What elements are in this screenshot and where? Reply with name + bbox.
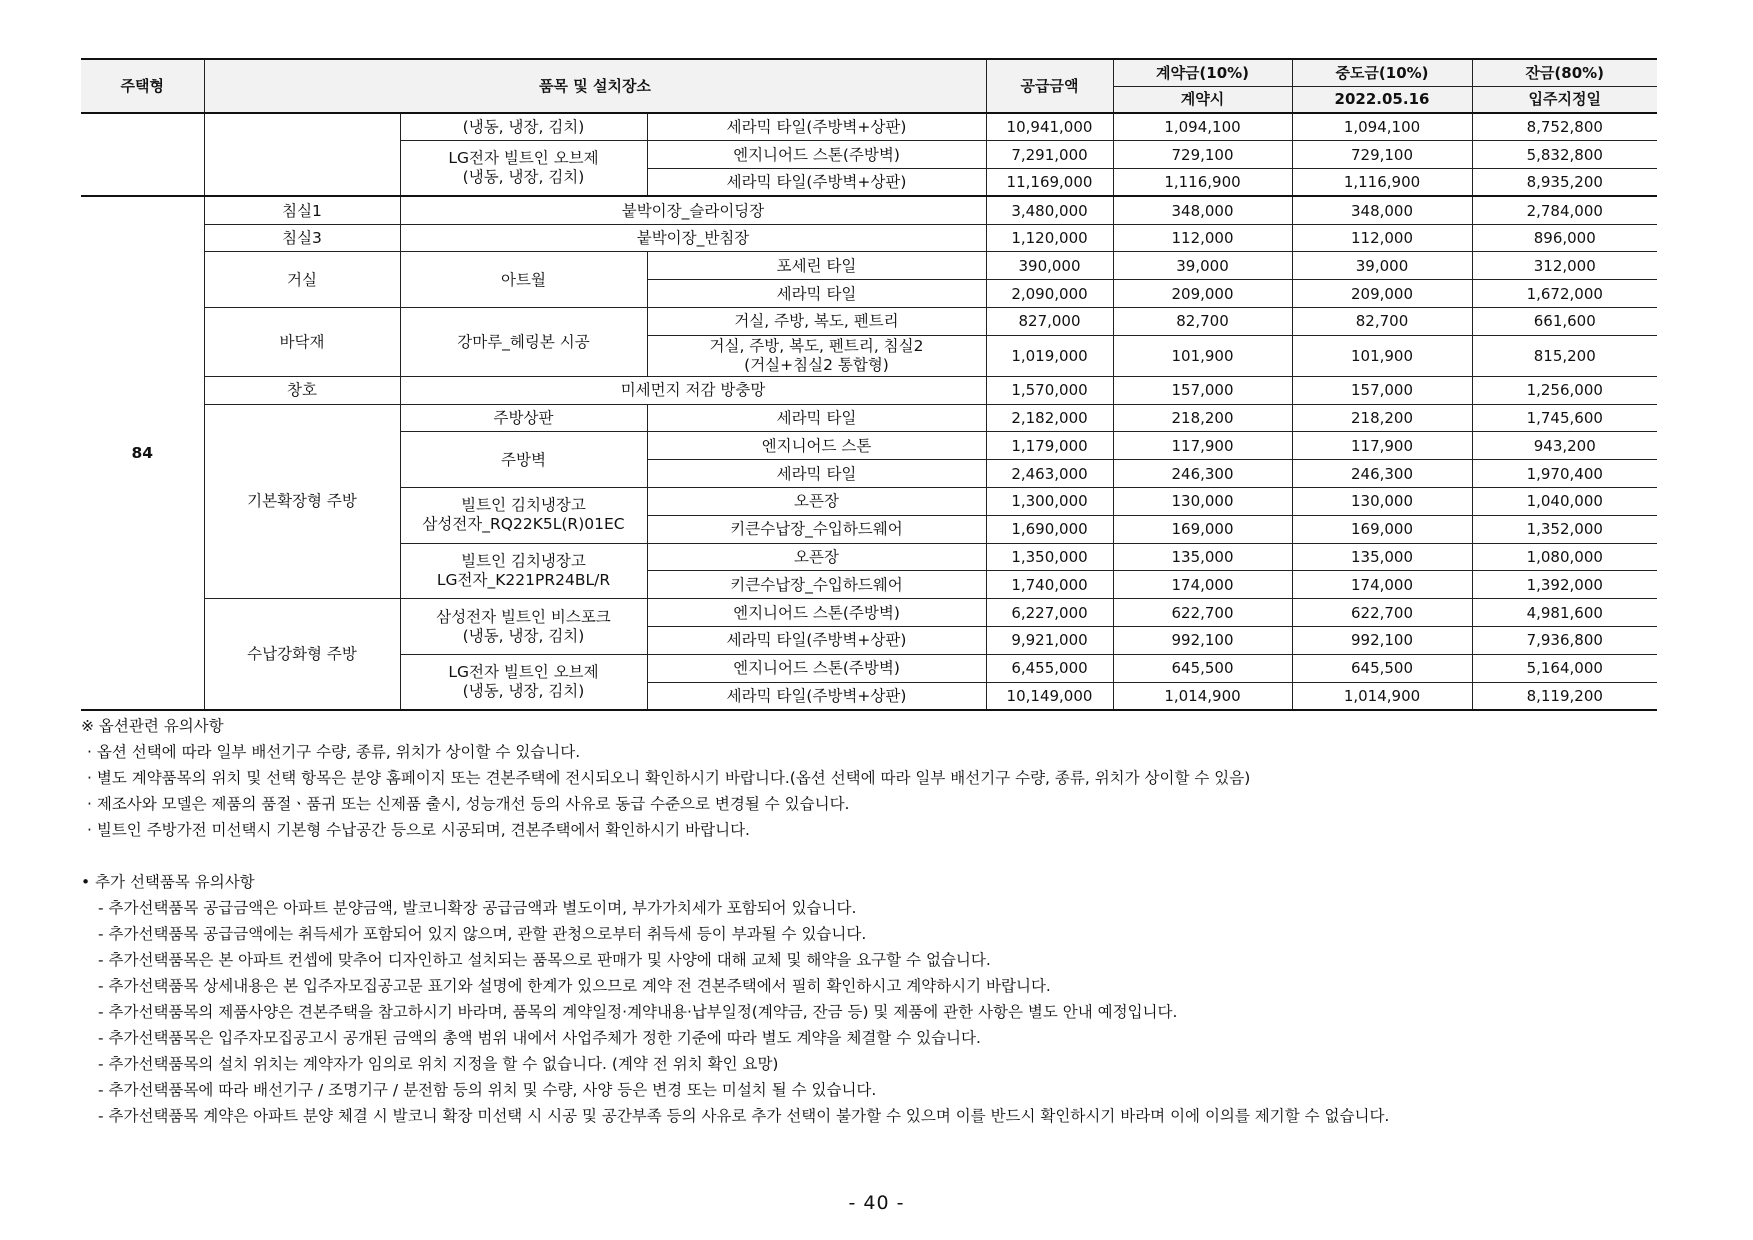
table-cell: 645,500 bbox=[1113, 654, 1292, 682]
header-balance-when: 입주지정일 bbox=[1472, 86, 1657, 113]
table-cell: 135,000 bbox=[1113, 543, 1292, 571]
notes-section bbox=[81, 713, 1681, 1129]
cell-line: 빌트인 김치냉장고 bbox=[461, 496, 586, 515]
table-header bbox=[81, 59, 1657, 113]
table-cell: 1,352,000 bbox=[1472, 515, 1657, 543]
table-cell: 아트월 bbox=[400, 252, 647, 308]
table-row bbox=[81, 599, 1657, 627]
table-cell: 174,000 bbox=[1113, 571, 1292, 599]
table-cell: 11,169,000 bbox=[986, 169, 1113, 197]
table-cell: 348,000 bbox=[1113, 196, 1292, 224]
table-cell: 수납강화형 주방 bbox=[204, 599, 400, 710]
table-row bbox=[81, 308, 1657, 336]
table-cell: 992,100 bbox=[1292, 627, 1472, 655]
header-contract: 계약금(10%) bbox=[1113, 59, 1292, 86]
cell-line: 삼성전자_RQ22K5L(R)01EC bbox=[422, 515, 625, 534]
table-cell: 거실 bbox=[204, 252, 400, 308]
table-cell: 1,745,600 bbox=[1472, 404, 1657, 432]
table-cell: 622,700 bbox=[1292, 599, 1472, 627]
table-row bbox=[81, 113, 1657, 141]
table-cell: 5,164,000 bbox=[1472, 654, 1657, 682]
note-item: · 빌트인 주방가전 미선택시 기본형 수납공간 등으로 시공되며, 견본주택에서 확인하시기 바랍니다. bbox=[87, 821, 750, 839]
table-row bbox=[81, 224, 1657, 252]
table-cell: 246,300 bbox=[1292, 460, 1472, 488]
header-contract-when: 계약시 bbox=[1113, 86, 1292, 113]
table-cell: 6,227,000 bbox=[986, 599, 1113, 627]
table-cell: 815,200 bbox=[1472, 335, 1657, 376]
table-row bbox=[81, 404, 1657, 432]
table-cell: 130,000 bbox=[1292, 488, 1472, 516]
table-cell: 1,019,000 bbox=[986, 335, 1113, 376]
table-cell bbox=[400, 488, 647, 544]
table-cell: 세라믹 타일(주방벽+상판) bbox=[647, 682, 986, 710]
table-cell: 10,941,000 bbox=[986, 113, 1113, 141]
table-cell: 39,000 bbox=[1113, 252, 1292, 280]
cell-line: 거실, 주방, 복도, 펜트리, 침실2 bbox=[709, 336, 924, 355]
note-item: - 추가선택품목 계약은 아파트 분양 체결 시 발코니 확장 미선택 시 시공 및 공간부족 등의 사유로 추가 선택이 불가할 수 있으며 이를 반드시 확인하시기 바라며 이에 이의를 제기할 수 없습니다. bbox=[98, 1107, 1390, 1125]
table-cell: 엔지니어드 스톤(주방벽) bbox=[647, 141, 986, 169]
table-cell: 세라믹 타일 bbox=[647, 280, 986, 308]
table-cell: 엔지니어드 스톤(주방벽) bbox=[647, 599, 986, 627]
header-balance: 잔금(80%) bbox=[1472, 59, 1657, 86]
table-cell: 82,700 bbox=[1292, 308, 1472, 336]
table-cell: 1,256,000 bbox=[1472, 376, 1657, 404]
table-cell: 1,040,000 bbox=[1472, 488, 1657, 516]
header-middle-when: 2022.05.16 bbox=[1292, 86, 1472, 113]
table-cell: 135,000 bbox=[1292, 543, 1472, 571]
cell-line: LG전자 빌트인 오브제 bbox=[448, 149, 599, 168]
table-cell: 1,970,400 bbox=[1472, 460, 1657, 488]
table-cell: 3,480,000 bbox=[986, 196, 1113, 224]
table-cell bbox=[400, 599, 647, 655]
unit-type-cell: 84 bbox=[81, 196, 204, 710]
table-cell: 2,090,000 bbox=[986, 280, 1113, 308]
table-cell: 943,200 bbox=[1472, 432, 1657, 460]
table-cell: 세라믹 타일 bbox=[647, 404, 986, 432]
cell-line: (거실+침실2 통합형) bbox=[744, 355, 889, 374]
table-row bbox=[81, 252, 1657, 280]
table-cell: 세라믹 타일(주방벽+상판) bbox=[647, 169, 986, 197]
note-item: - 추가선택품목의 제품사양은 견본주택을 참고하시기 바라며, 품목의 계약일정·계약내용·납부일정(계약금, 잔금 등) 및 제품에 관한 사항은 별도 안내 예정입니다. bbox=[98, 1003, 1178, 1021]
table-cell: 645,500 bbox=[1292, 654, 1472, 682]
table-cell: 348,000 bbox=[1292, 196, 1472, 224]
note-item: - 추가선택품목 공급금액은 아파트 분양금액, 발코니확장 공급금액과 별도이며, 부가가치세가 포함되어 있습니다. bbox=[98, 899, 857, 917]
page-number: - 40 - bbox=[848, 1192, 905, 1214]
table-cell: 896,000 bbox=[1472, 224, 1657, 252]
table-cell: 39,000 bbox=[1292, 252, 1472, 280]
note-item: · 별도 계약품목의 위치 및 선택 항목은 분양 홈페이지 또는 견본주택에 전시되오니 확인하시기 바랍니다.(옵션 선택에 따라 일부 배선기구 수량, 종류, 위치가 상이할 수 있음) bbox=[87, 769, 1251, 787]
table-section-84 bbox=[81, 196, 1657, 710]
table-cell: 6,455,000 bbox=[986, 654, 1113, 682]
table-cell: 8,752,800 bbox=[1472, 113, 1657, 141]
table-cell: 바닥재 bbox=[204, 308, 400, 377]
table-cell: 82,700 bbox=[1113, 308, 1292, 336]
table-cell: 5,832,800 bbox=[1472, 141, 1657, 169]
table-cell: 세라믹 타일 bbox=[647, 460, 986, 488]
note-item: - 추가선택품목에 따라 배선기구 / 조명기구 / 분전함 등의 위치 및 수량, 사양 등은 변경 또는 미설치 될 수 있습니다. bbox=[98, 1081, 877, 1099]
table-section-previous bbox=[81, 113, 1657, 196]
note-item: · 옵션 선택에 따라 일부 배선기구 수량, 종류, 위치가 상이할 수 있습니다. bbox=[87, 743, 581, 761]
note-item: - 추가선택품목은 본 아파트 컨셉에 맞추어 디자인하고 설치되는 품목으로 판매가 및 사양에 대해 교체 및 해약을 요구할 수 없습니다. bbox=[98, 951, 991, 969]
table-cell: 827,000 bbox=[986, 308, 1113, 336]
table-cell: 8,935,200 bbox=[1472, 169, 1657, 197]
table-cell: 1,570,000 bbox=[986, 376, 1113, 404]
table-cell: 10,149,000 bbox=[986, 682, 1113, 710]
table-cell: 9,921,000 bbox=[986, 627, 1113, 655]
table-cell: (냉동, 냉장, 김치) bbox=[400, 113, 647, 141]
table-cell bbox=[400, 543, 647, 599]
option-notes-title: ※ 옵션관련 유의사항 bbox=[81, 717, 224, 735]
table-cell: 1,116,900 bbox=[1113, 169, 1292, 197]
table-cell bbox=[204, 113, 400, 196]
header-unit-type: 주택형 bbox=[81, 59, 204, 113]
cell-line: 빌트인 김치냉장고 bbox=[461, 551, 586, 570]
table-cell: 7,936,800 bbox=[1472, 627, 1657, 655]
table-cell: 붙박이장_슬라이딩장 bbox=[400, 196, 986, 224]
table-cell bbox=[400, 654, 647, 710]
table-cell: 주방상판 bbox=[400, 404, 647, 432]
table-cell: 세라믹 타일(주방벽+상판) bbox=[647, 627, 986, 655]
table-cell: 2,463,000 bbox=[986, 460, 1113, 488]
table-cell: 157,000 bbox=[1292, 376, 1472, 404]
table-cell: 오픈장 bbox=[647, 488, 986, 516]
table-cell: 미세먼지 저감 방충망 bbox=[400, 376, 986, 404]
table-cell: 1,300,000 bbox=[986, 488, 1113, 516]
table-cell: 1,116,900 bbox=[1292, 169, 1472, 197]
table-cell: 1,392,000 bbox=[1472, 571, 1657, 599]
cell-line: LG전자 빌트인 오브제 bbox=[448, 662, 599, 681]
table-cell: 992,100 bbox=[1113, 627, 1292, 655]
table-cell: 101,900 bbox=[1292, 335, 1472, 376]
table-cell: 세라믹 타일(주방벽+상판) bbox=[647, 113, 986, 141]
note-item: · 제조사와 모델은 제품의 품절ㆍ품귀 또는 신제품 출시, 성능개선 등의 사유로 동급 수준으로 변경될 수 있습니다. bbox=[87, 795, 850, 813]
table-cell: 주방벽 bbox=[400, 432, 647, 488]
table-cell: 218,200 bbox=[1292, 404, 1472, 432]
cell-line: (냉동, 냉장, 김치) bbox=[462, 168, 585, 187]
table-cell bbox=[647, 335, 986, 376]
table-cell: 209,000 bbox=[1292, 280, 1472, 308]
table-cell: 7,291,000 bbox=[986, 141, 1113, 169]
table-cell: 1,014,900 bbox=[1113, 682, 1292, 710]
table-cell: 1,094,100 bbox=[1292, 113, 1472, 141]
header-item-location: 품목 및 설치장소 bbox=[204, 59, 986, 113]
table-cell: 218,200 bbox=[1113, 404, 1292, 432]
extra-notes-title: • 추가 선택품목 유의사항 bbox=[81, 873, 255, 891]
table-cell: 4,981,600 bbox=[1472, 599, 1657, 627]
cell-line: (냉동, 냉장, 김치) bbox=[462, 626, 585, 645]
table-cell: 1,080,000 bbox=[1472, 543, 1657, 571]
table-cell: 침실1 bbox=[204, 196, 400, 224]
table-cell: 키큰수납장_수입하드웨어 bbox=[647, 515, 986, 543]
table-cell: 209,000 bbox=[1113, 280, 1292, 308]
table-cell: 침실3 bbox=[204, 224, 400, 252]
cell-line: (냉동, 냉장, 김치) bbox=[462, 681, 585, 700]
table-row bbox=[81, 196, 1657, 224]
table-cell: 117,900 bbox=[1113, 432, 1292, 460]
table-cell: 2,182,000 bbox=[986, 404, 1113, 432]
note-item: - 추가선택품목은 입주자모집공고시 공개된 금액의 총액 범위 내에서 사업주체가 정한 기준에 따라 별도 계약을 체결할 수 있습니다. bbox=[98, 1029, 981, 1047]
table-cell: 312,000 bbox=[1472, 252, 1657, 280]
table-cell: 112,000 bbox=[1292, 224, 1472, 252]
table-cell: 169,000 bbox=[1113, 515, 1292, 543]
note-item: - 추가선택품목의 설치 위치는 계약자가 임의로 위치 지정을 할 수 없습니다. (계약 전 위치 확인 요망) bbox=[98, 1055, 779, 1073]
table-cell: 강마루_헤링본 시공 bbox=[400, 308, 647, 377]
table-cell: 1,094,100 bbox=[1113, 113, 1292, 141]
cell-line: LG전자_K221PR24BL/R bbox=[436, 570, 611, 589]
table-cell: 622,700 bbox=[1113, 599, 1292, 627]
table-cell: 157,000 bbox=[1113, 376, 1292, 404]
table-cell bbox=[81, 113, 204, 196]
table-cell: 거실, 주방, 복도, 펜트리 bbox=[647, 308, 986, 336]
table-cell: 1,690,000 bbox=[986, 515, 1113, 543]
table-cell: 117,900 bbox=[1292, 432, 1472, 460]
table-cell: 기본확장형 주방 bbox=[204, 404, 400, 599]
note-item: - 추가선택품목 상세내용은 본 입주자모집공고문 표기와 설명에 한계가 있으므로 계약 전 견본주택에서 필히 확인하시고 계약하시기 바랍니다. bbox=[98, 977, 1051, 995]
table-cell: 130,000 bbox=[1113, 488, 1292, 516]
spacer bbox=[81, 843, 1681, 869]
table-cell: 729,100 bbox=[1292, 141, 1472, 169]
table-cell: 오픈장 bbox=[647, 543, 986, 571]
table-cell: 1,179,000 bbox=[986, 432, 1113, 460]
table-cell: 창호 bbox=[204, 376, 400, 404]
table-cell: 1,672,000 bbox=[1472, 280, 1657, 308]
table-cell: 2,784,000 bbox=[1472, 196, 1657, 224]
header-supply-amount: 공급금액 bbox=[986, 59, 1113, 113]
table-cell: 101,900 bbox=[1113, 335, 1292, 376]
table-row bbox=[81, 376, 1657, 404]
table-cell: 1,014,900 bbox=[1292, 682, 1472, 710]
table-cell: 390,000 bbox=[986, 252, 1113, 280]
table-cell: 661,600 bbox=[1472, 308, 1657, 336]
table-cell: 8,119,200 bbox=[1472, 682, 1657, 710]
table-cell: 112,000 bbox=[1113, 224, 1292, 252]
table-cell: 246,300 bbox=[1113, 460, 1292, 488]
cell-line: 삼성전자 빌트인 비스포크 bbox=[436, 607, 611, 626]
table-cell: 174,000 bbox=[1292, 571, 1472, 599]
table-cell bbox=[400, 141, 647, 197]
table-cell: 엔지니어드 스톤 bbox=[647, 432, 986, 460]
table-cell: 포세린 타일 bbox=[647, 252, 986, 280]
table-cell: 1,350,000 bbox=[986, 543, 1113, 571]
table-cell: 1,740,000 bbox=[986, 571, 1113, 599]
header-middle: 중도금(10%) bbox=[1292, 59, 1472, 86]
table-cell: 729,100 bbox=[1113, 141, 1292, 169]
table-cell: 붙박이장_반침장 bbox=[400, 224, 986, 252]
table-cell: 키큰수납장_수입하드웨어 bbox=[647, 571, 986, 599]
table-cell: 1,120,000 bbox=[986, 224, 1113, 252]
table-cell: 169,000 bbox=[1292, 515, 1472, 543]
note-item: - 추가선택품목 공급금액에는 취득세가 포함되어 있지 않으며, 관할 관청으로부터 취득세 등이 부과될 수 있습니다. bbox=[98, 925, 867, 943]
table-cell: 엔지니어드 스톤(주방벽) bbox=[647, 654, 986, 682]
option-price-table bbox=[81, 58, 1657, 711]
